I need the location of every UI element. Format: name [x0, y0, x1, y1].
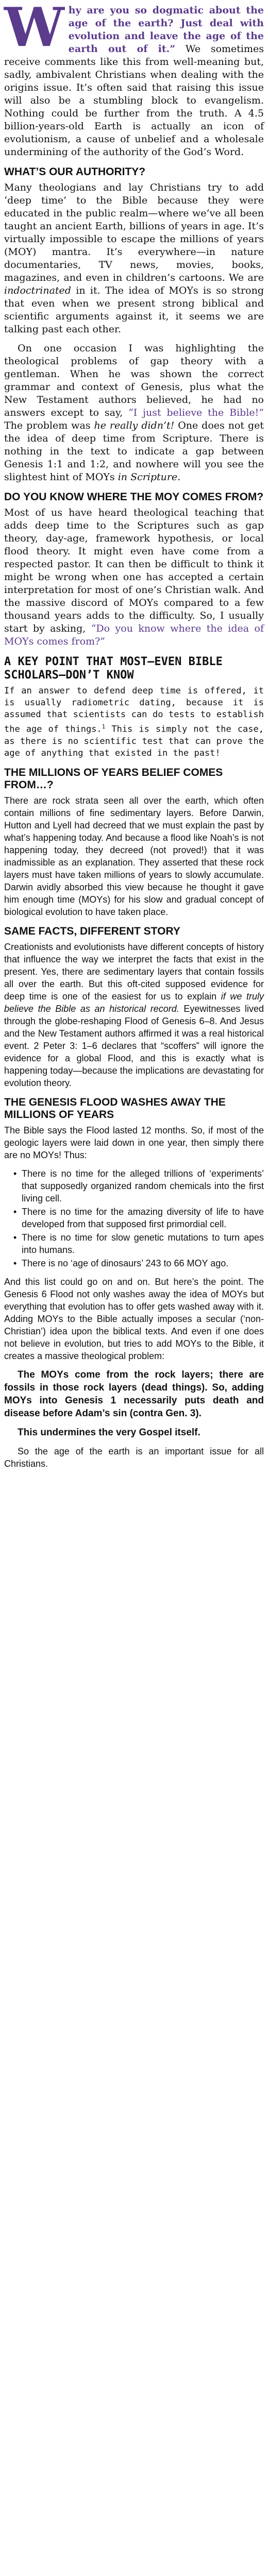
same-facts-paragraph: Creationists and evolutionists have different concepts of history that influence the way we interpret the facts that exist in the present. Yes, there are sedimentary layers that contain fossils all over the earth. But this oft-cited supposed evidence for deep time is one of the easiest for us to explain if we truly believe the Bible as an historical record. Eyewitnesses lived through the globe-reshaping Flood of Genesis 6–8. And Jesus and the New Testament authors affirmed it was a real historical event. 2 Peter 3: 1–6 declares that “scoffers” will ignore the evidence for a global Flood, and this is exactly what is happening today—because the implications are devastating for evolution theory. — [4, 941, 264, 1088]
intro-lead-quote: hy are you so dogmatic about the age of the earth? Just deal with evolution and leave the age of the earth out of it.” — [68, 5, 264, 55]
footnote-marker: 1 — [102, 723, 106, 730]
authority-paragraph-2: On one occasion I was highlighting the theological problems of gap theory with a gentleman. When he was shown the correct grammar and context of Genesis, plus what the New Testament authors believed, he had no answers except to say, “I just believe the Bible!” The problem was he really didn’t! One does not get the idea of deep time from Scripture. There is nothing in the text to indicate a gap between Genesis 1:1 and 1:2, and nowhere will you see the slightest hint of MOYs in Scripture. — [4, 343, 264, 483]
moy-question-quote: “Do you know where the idea of MOYs comes from?” — [4, 623, 264, 647]
flood-bullet-list — [4, 1167, 264, 1269]
heading-belief-origin: THE MILLIONS OF YEARS BELIEF COMES FROM…? — [4, 766, 223, 791]
heading-authority: WHAT’S OUR AUTHORITY? — [4, 166, 146, 178]
belief-origin-paragraph: There are rock strata seen all over the earth, which often contain millions of fine sedimentary layers. Before Darwin, Hutton and Lyell had decreed that we must explain the past by what’s happening today. And because a flood like Noah’s is not happening today, they decreed (not proved!) that it was inadmissible as an explanation. They asserted that these rock layers must have taken millions of years to slowly accumulate. Darwin avidly absorbed this view because he thought it gave him enough time (MOYs) for his slow and gradual concept of biological evolution to have taken place. — [4, 795, 264, 917]
gospel-callout: This undermines the very Gospel itself. — [18, 1427, 200, 1438]
bible-quote: “I just believe the Bible!” — [128, 407, 264, 418]
key-point-paragraph: If an answer to defend deep time is offered, it is usually radiometric dating, because it is assumed that scientists can do tests to establish the age of things.$^1$ This is simply not the case, as there is no scientific test that can prove the age of anything that existed in the past! — [4, 686, 264, 758]
heading-moy-origin: DO YOU KNOW WHERE THE MOY COMES FROM? — [4, 491, 264, 503]
flood-paragraph-1: The Bible says the Flood lasted 12 months. So, if most of the geologic layers were laid down in one year, then simply there are no MOYs! Thus: — [4, 1125, 264, 1160]
moy-origin-paragraph: Most of us have heard theological teaching that adds deep time to the Scriptures such as gap theory, day-age, framework hypothesis, or local flood theory. It might even have come from a respected pastor. It can then be difficult to think it might be wrong when one has accepted a certain interpretation for most of one’s Christian walk. And the massive discord of MOYs compared to a few thousand years adds to the difficulty. So, I usually start by asking, “Do you know where the idea of MOYs comes from?” — [4, 507, 264, 647]
heading-same-facts: SAME FACTS, DIFFERENT STORY — [4, 925, 180, 937]
closing-paragraph: So the age of the earth is an important issue for all Christians. — [4, 1446, 264, 1469]
flood-paragraph-2: And this list could go on and on. But here’s the point. The Genesis 6 Flood not only washes away the idea of MOYs but everything that evolution has to offer gets washed away with it. Adding MOYs to the Bible actually imposes a secular (‘non-Christian’) idea upon the biblical texts. And even if one does not believe in evolution, but tries to add MOYs to the Bible, it creates a massive theological problem: — [4, 1276, 264, 1361]
list-item: • There is no time for the alleged trillions of ‘experiments’ that supposedly organized random chemicals into the first living cell. — [13, 1167, 264, 1205]
flood-callout: The MOYs come from the rock layers; there are fossils in those rock layers (dead things). So, adding MOYs into Genesis 1 necessarily puts death and disease before Adam’s sin (contra Gen. 3). — [4, 1369, 264, 1419]
heading-genesis-flood: THE GENESIS FLOOD WASHES AWAY THE MILLIONS OF YEARS — [4, 1096, 226, 1121]
heading-key-point: A KEY POINT THAT MOST—EVEN BIBLE SCHOLARS—DON’T KNOW — [4, 655, 223, 682]
list-item: • There is no time for the amazing diversity of life to have developed from that supposed first primordial cell. — [13, 1206, 264, 1230]
intro-paragraph — [4, 0, 264, 159]
list-item: • There is no ‘age of dinosaurs’ 243 to 66 MOY ago. — [13, 1257, 264, 1269]
list-item: • There is no time for slow genetic mutations to turn apes into humans. — [13, 1231, 264, 1256]
intro-text: We sometimes receive comments like this from well-meaning but, sadly, ambivalent Christians when dealing with the origins issue. It’s often said that raising this issue will also be a stumbling block to evangelism. Nothing could be further from the truth. A 4.5 billion-years-old Earth is actually an icon of evolutionism, a cause of unbelief and a wholesale undermining of the authority of the God’s Word. — [4, 43, 264, 158]
drop-cap: W — [4, 0, 64, 59]
authority-paragraph-1: Many theologians and lay Christians try to add ‘deep time’ to the Bible because they were educated in the public realm—where we’ve all been taught an ancient Earth, billions of years in age. It’s virtually impossible to escape the millions of years (MOY) mantra. It’s everywhere—in nature documentaries, TV news, movies, books, magazines, and even in children’s cartoons. We are indoctrinated in it. The idea of MOYs is so strong that even when we present strong biblical and scientific arguments against it, it seems we are talking past each other. — [4, 182, 264, 335]
